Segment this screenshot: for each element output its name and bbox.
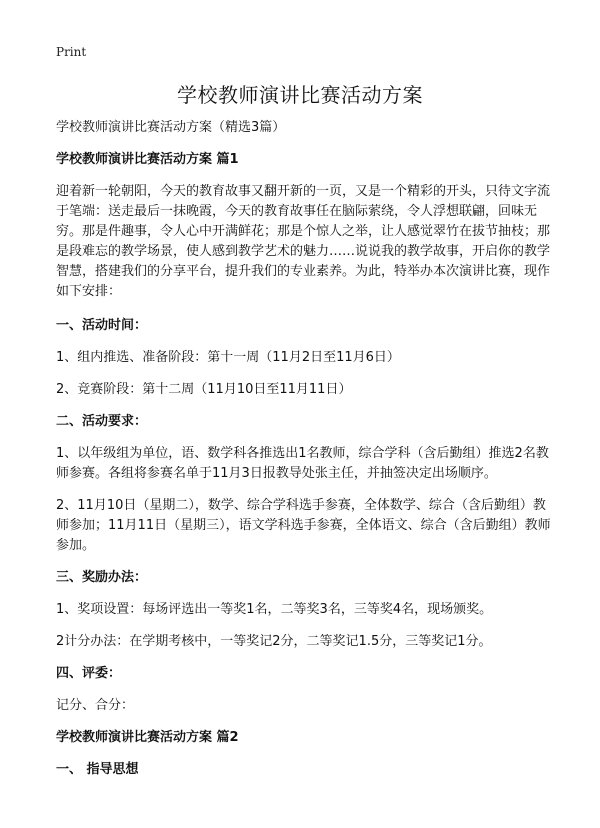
- heading-activity-time: 一、活动时间：: [56, 318, 148, 333]
- requirement-item-1: 1、以年级组为单位，语、数学科各推选出1名教师，综合学科（含后勤组）推选2名教师参赛。各组将参赛名单于11月3日报教导处张主任，并抽签决定出场顺序。: [56, 446, 549, 481]
- document-subtitle: 学校教师演讲比赛活动方案（精选3篇）: [56, 120, 286, 135]
- heading-activity-requirements: 二、活动要求：: [56, 414, 148, 429]
- section-title-part2: 学校教师演讲比赛活动方案 篇2: [56, 730, 239, 745]
- document-body: [56, 118, 552, 792]
- print-link[interactable]: Print: [56, 45, 87, 59]
- page-title: 学校教师演讲比赛活动方案: [177, 83, 423, 107]
- award-item-2: 2计分办法：在学期考核中，一等奖记2分，二等奖记1.5分，三等奖记1分。: [56, 634, 492, 649]
- section-title-part1: 学校教师演讲比赛活动方案 篇1: [56, 152, 239, 167]
- heading-guiding-ideology: 一、 指导思想: [56, 762, 139, 777]
- award-item-1: 1、奖项设置：每场评选出一等奖1名，二等奖3名，三等奖4名，现场颁奖。: [56, 602, 493, 617]
- time-item-1: 1、组内推选、准备阶段：第十一周（11月2日至11月6日）: [56, 350, 400, 365]
- heading-judges: 四、评委：: [56, 666, 122, 681]
- judges-item-1: 记分、合分：: [56, 698, 135, 713]
- time-item-2: 2、竞赛阶段：第十二周（11月10日至11月11日）: [56, 382, 352, 397]
- intro-paragraph: 迎着新一轮朝阳，今天的教育故事又翻开新的一页，又是一个精彩的开头，只待文字流于笔端：送走最后一抹晚霞，今天的教育故事任在脑际萦绕，令人浮想联翩，回味无穷。那是件趣事，令人心中开满鲜花；那是个惊人之举，让人感觉翠竹在拔节抽枝；那是段难忘的教学场景，使人感到教学艺术的魅力……说说我的教学故事，开启你的教学智慧，搭建我们的分享平台，提升我们的专业素养。为此，特举办本次演讲比赛，现作如下安排：: [56, 184, 551, 299]
- requirement-item-2: 2、11月10日（星期二），数学、综合学科选手参赛，全体数学、综合（含后勤组）教师参加；11月11日（星期三），语文学科选手参赛，全体语文、综合（含后勤组）教师参加。: [56, 498, 551, 553]
- heading-award-method: 三、奖励办法：: [56, 570, 148, 585]
